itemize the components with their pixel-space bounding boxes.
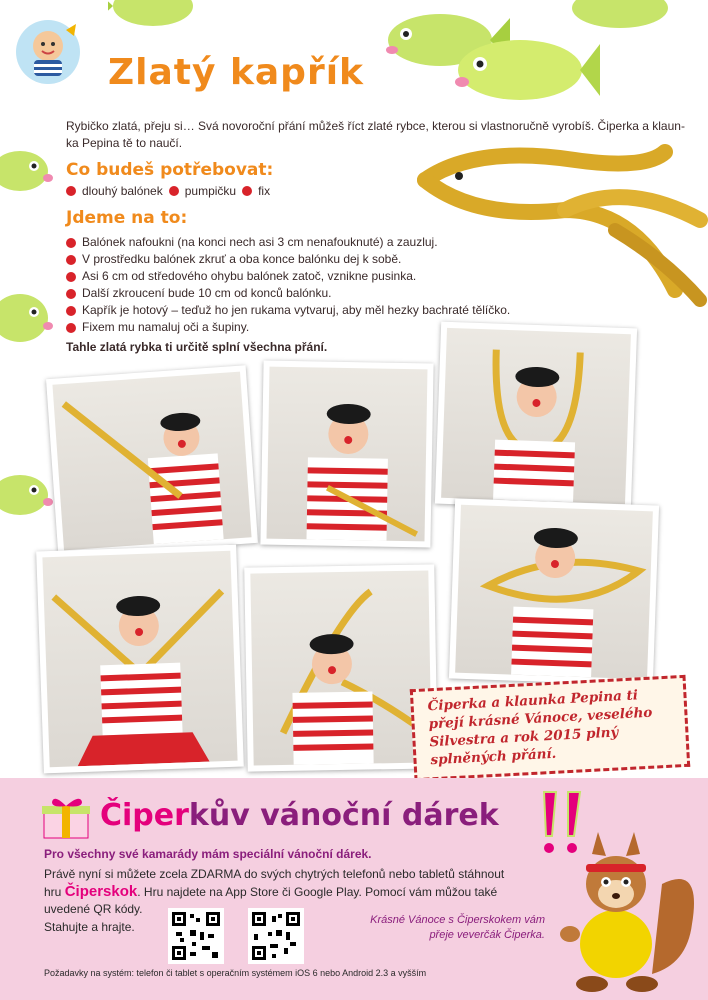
page-title: Zlatý kapřík bbox=[108, 52, 364, 93]
step-text: Další zkroucení bude 10 cm od konců balónku. bbox=[82, 286, 332, 300]
fish-decoration-top-3 bbox=[440, 30, 600, 110]
steps-heading: Jdeme na to: bbox=[66, 208, 188, 228]
qr-code-google-play[interactable] bbox=[248, 908, 304, 964]
bullet-icon bbox=[66, 289, 76, 299]
squirrel-mascot-image bbox=[552, 824, 702, 996]
fish-decoration-top-1 bbox=[108, 0, 198, 30]
bullet-icon bbox=[169, 186, 179, 196]
step-photo-1 bbox=[46, 365, 258, 557]
step-item bbox=[66, 234, 510, 251]
step-photo-3 bbox=[435, 322, 637, 511]
bullet-icon bbox=[66, 238, 76, 248]
game-name: Čiperskok bbox=[64, 883, 138, 900]
fish-decoration-top-4 bbox=[565, 0, 675, 30]
system-requirements: Požadavky na systém: telefon či tablet s operačním systémem iOS 6 nebo Android 2.3 a vyšším bbox=[44, 968, 427, 978]
step-text: Balónek nafoukni (na konci nech asi 3 cm nenafouknuté) a zauzluj. bbox=[82, 235, 438, 249]
step-item bbox=[66, 251, 510, 268]
steps-list bbox=[66, 234, 510, 336]
fish-decoration-left-1 bbox=[0, 146, 56, 196]
bullet-icon bbox=[66, 186, 76, 196]
needs-item: pumpičku bbox=[184, 184, 237, 198]
step-text: V prostředku balónek zkruť a oba konce balónku dej k sobě. bbox=[82, 252, 402, 266]
gift-title-part3: vánoční dárek bbox=[249, 798, 499, 833]
step-item bbox=[66, 302, 510, 319]
bullet-icon bbox=[66, 272, 76, 282]
needs-list bbox=[66, 184, 270, 198]
step-item bbox=[66, 268, 510, 285]
greeting-box bbox=[410, 675, 690, 781]
bullet-icon bbox=[66, 306, 76, 316]
needs-heading: Co budeš potřebovat: bbox=[66, 160, 274, 180]
wish-text: Krásné Vánoce s Čiperskokem vám přeje veverčák Čiperka. bbox=[370, 914, 545, 941]
step-item bbox=[66, 285, 510, 302]
fish-decoration-left-3 bbox=[0, 470, 56, 520]
fish-decoration-left-2 bbox=[0, 288, 56, 348]
step-photo-6 bbox=[449, 498, 659, 685]
step-photo-2 bbox=[260, 361, 433, 548]
closing-text: Tahle zlatá rybka ti určitě splní všechna přání. bbox=[66, 340, 328, 354]
gift-description-b: . Hru najdete na App Store či Google Play. Pomocí vám můžou také uvedené QR kódy. bbox=[44, 885, 498, 916]
magazine-logo bbox=[14, 16, 84, 86]
gift-title bbox=[100, 798, 499, 833]
download-text: Stahujte a hrajte. bbox=[44, 920, 135, 934]
intro-text: Rybičko zlatá, přeju si… Svá novoroční přání můžeš říct zlaté rybce, kterou si vlastnoručně vyrobíš. Čiperka a klaunka Pepina tě to naučí. bbox=[66, 119, 685, 150]
needs-item: dlouhý balónek bbox=[82, 184, 163, 198]
qr-code-app-store[interactable] bbox=[168, 908, 224, 964]
gift-box-icon bbox=[40, 796, 92, 840]
step-photo-5 bbox=[244, 564, 438, 771]
step-photo-4 bbox=[36, 545, 244, 774]
gift-title-part1: Čiper bbox=[100, 798, 189, 833]
gift-description-a: Právě nyní si můžete zcela ZDARMA do svých chytrých telefonů nebo tabletů stáhnout hru bbox=[44, 867, 505, 899]
step-text: Fixem mu namaluj oči a šupiny. bbox=[82, 320, 250, 334]
needs-item: fix bbox=[258, 184, 271, 198]
gift-title-part2: kův bbox=[188, 798, 250, 833]
gift-intro: Pro všechny své kamarády mám speciální vánoční dárek. bbox=[44, 847, 372, 861]
bullet-icon bbox=[242, 186, 252, 196]
bullet-icon bbox=[66, 323, 76, 333]
step-text: Asi 6 cm od středového ohybu balónek zatoč, vznikne pusinka. bbox=[82, 269, 417, 283]
bullet-icon bbox=[66, 255, 76, 265]
step-text: Kapřík je hotový – teďuž ho jen rukama vytvaruj, aby měl hezky bachraté tělíčko. bbox=[82, 303, 511, 317]
greeting-text: Čiperka a klaunka Pepina ti přejí krásné Vánoce, veselého Silvestra a rok 2015 plný splněných přání. bbox=[427, 687, 653, 769]
